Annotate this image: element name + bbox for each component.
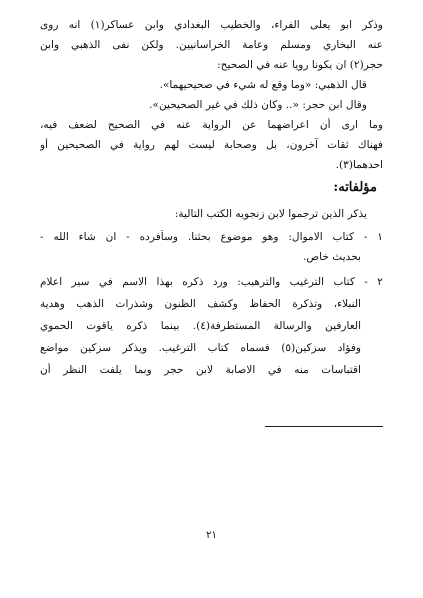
body-line: فهناك ثقات آخرون، بل وصحابة ليست لهم رواية في الصحيحين أو <box>40 139 383 151</box>
list-item-continuation: النبلاء، وتذكرة الحفاظ وكشف الظنون وشذرات الذهب وهدية <box>40 298 361 310</box>
body-line: وذكر ابو يعلى الفراء، والخطيب البغدادي وابن عساكر(١) انه روى <box>40 19 383 31</box>
list-item: ٢ - كتاب الترغيب والترهيب: ورد ذكره بهذا الاسم في سير اعلام <box>40 276 383 288</box>
list-item: ١ - كتاب الاموال: وهو موضوع بحثنا. وسأفرده - ان شاء الله - <box>40 231 383 243</box>
footnote-separator <box>265 426 383 427</box>
section-heading: مؤلفاته: <box>333 180 377 195</box>
quote-line: وقال ابن حجر: «.. وكان ذلك في غير الصحيحين». <box>149 99 367 111</box>
list-item-continuation: اقتباسات منه في الاصابة لابن حجر وبما يلفت النظر أن <box>40 364 361 376</box>
quote-line: قال الذهبي: «وما وقع له شيء في صحيحيهما». <box>159 79 367 91</box>
body-line: يذكر الذين ترجموا لابن زنجويه الكتب التالية: <box>174 208 367 220</box>
page-number: ٢١ <box>206 530 217 541</box>
list-item-continuation: وفؤاد سزكين(٥) فسماه كتاب الترغيب. ويذكر سزكين مواضع <box>40 342 361 354</box>
body-line: احدهما(٣). <box>335 159 383 171</box>
body-line: وما ارى أن اعراضهما عن الرواية عنه في الصحيح لضعف فيه، <box>40 119 383 131</box>
list-item-continuation: بحديث خاص. <box>302 251 361 263</box>
list-item-continuation: العارفين والرسالة المستطرفة(٤). بينما ذكره ياقوت الحموي <box>40 320 361 332</box>
body-line: حجر(٢) ان يكونا رويا عنه في الصحيح: <box>217 59 383 71</box>
body-line: عنه البخاري ومسلم وعامة الخراسانيين. ولكن نفى الذهبي وابن <box>40 39 383 51</box>
